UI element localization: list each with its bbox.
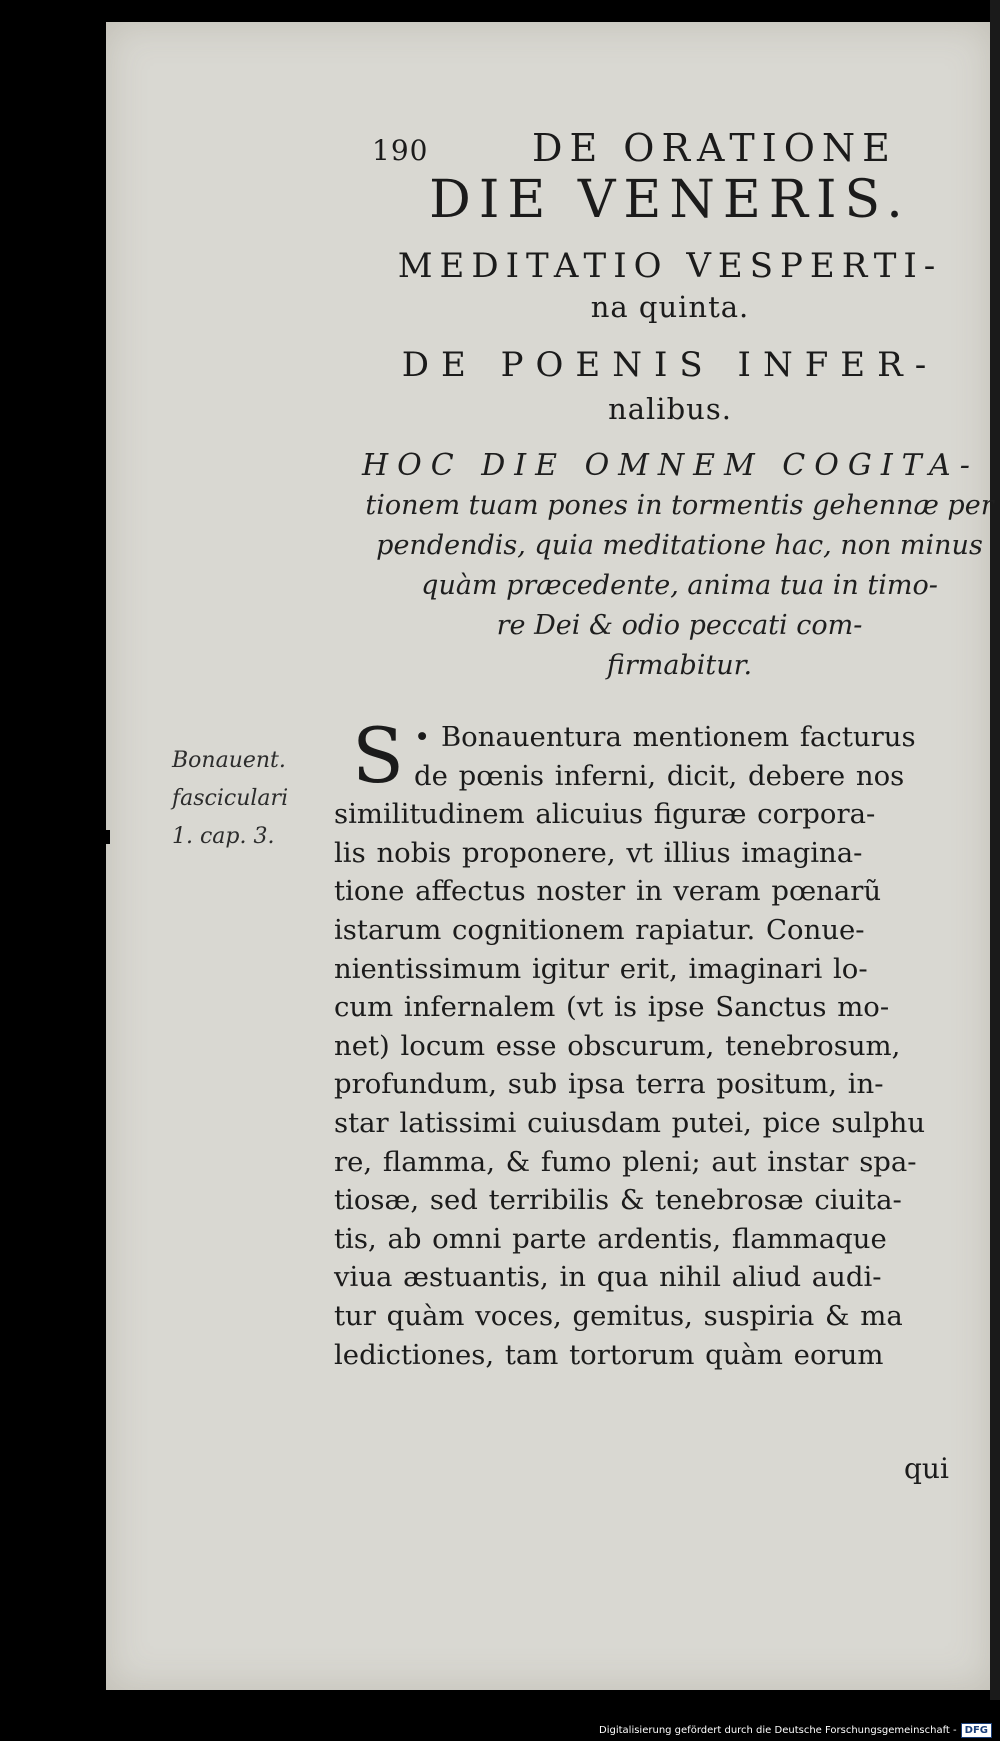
meditation-subtitle: na quinta. — [590, 290, 750, 324]
body-line: similitudinem alicuius figuræ corpora- — [334, 798, 876, 831]
body-line: cum infernalem (vt is ipse Sanctus mo- — [334, 991, 890, 1024]
catchword: qui — [904, 1452, 949, 1485]
running-title: DE ORATIONE — [532, 126, 897, 170]
drop-cap: S — [352, 711, 405, 800]
subject-subtitle: nalibus. — [608, 392, 732, 426]
intro-line: re Dei & odio peccati com- — [496, 610, 863, 641]
margin-note-line: Bonauent. — [172, 748, 286, 773]
body-line: ledictiones, tam tortorum quàm eorum — [334, 1338, 884, 1371]
body-line: profundum, sub ipsa terra positum, in- — [334, 1068, 884, 1101]
body-line: re, flamma, & fumo pleni; aut instar spa- — [334, 1145, 917, 1178]
intro-paragraph — [362, 446, 997, 686]
margin-note-line: fasciculari — [172, 786, 289, 811]
body-line: viua æstuantis, in qua nihil aliud audi- — [334, 1261, 882, 1294]
intro-line: firmabitur. — [606, 650, 753, 681]
body-line: lis nobis proponere, vt illius imagina- — [334, 836, 863, 869]
body-line: • Bonauentura mentionem facturus — [414, 721, 916, 753]
day-title: DIE VENERIS. — [429, 170, 911, 230]
body-line: star latissimi cuiusdam putei, pice sulphu — [334, 1106, 926, 1139]
intro-line: HOC DIE OMNEM COGITA- — [362, 448, 979, 483]
digitization-footer — [599, 1721, 992, 1739]
dfg-logo-icon: DFG — [961, 1723, 992, 1738]
intro-line: tionem tuam pones in tormentis gehennæ per — [365, 490, 994, 521]
page-tab-mark — [100, 830, 110, 844]
intro-line: pendendis, quia meditatione hac, non minus — [376, 530, 983, 561]
body-paragraph — [334, 711, 994, 1374]
body-line: de pœnis inferni, dicit, debere nos — [414, 759, 905, 792]
body-line: istarum cognitionem rapiatur. Conue- — [334, 913, 865, 946]
margin-note — [172, 742, 352, 856]
page-number: 190 — [372, 134, 429, 167]
meditation-title: MEDITATIO VESPERTI- — [397, 246, 943, 286]
running-header — [372, 120, 932, 170]
body-line: tis, ab omni parte ardentis, flammaque — [334, 1222, 887, 1255]
margin-note-line: 1. cap. 3. — [172, 824, 275, 849]
subject-title: DE POENIS INFER- — [401, 345, 939, 385]
body-line: tur quàm voces, gemitus, suspiria & ma — [334, 1299, 903, 1332]
body-line: net) locum esse obscurum, tenebrosum, — [334, 1029, 901, 1062]
body-line: tione affectus noster in veram pœnarũ — [334, 875, 882, 908]
body-line: tiosæ, sed terribilis & tenebrosæ ciuita- — [334, 1184, 902, 1217]
intro-line: quàm præcedente, anima tua in timo- — [421, 570, 938, 601]
footer-text: Digitalisierung gefördert durch die Deutsche Forschungsgemeinschaft - — [599, 1724, 957, 1736]
body-line: nientissimum igitur erit, imaginari lo- — [334, 952, 868, 985]
